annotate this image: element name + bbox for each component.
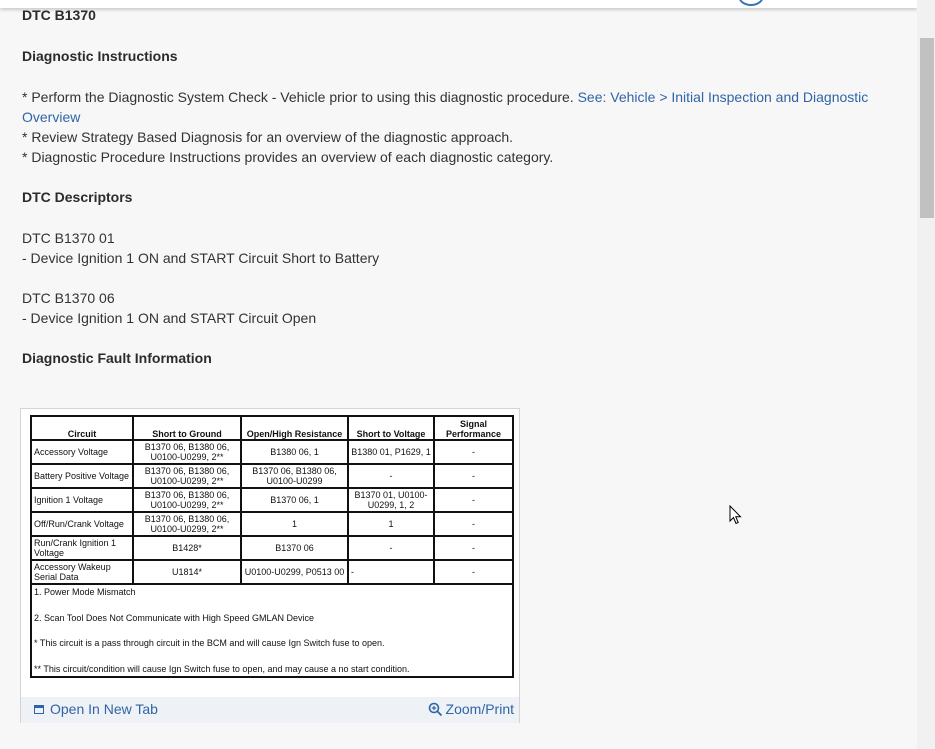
table-row [31,440,513,464]
table-cell: - [434,464,513,488]
vehicle-inspection-link[interactable]: See: Vehicle > Initial Inspection and Diagnostic [577,89,869,105]
table-cell: Off/Run/Crank Voltage [31,512,133,536]
table-cell: B1380 06, 1 [241,440,348,464]
header-signal-performance: Signal Performance [434,416,513,440]
note-double-asterisk: ** This circuit/condition will cause Ign Switch fuse to open, and may cause a no start condition. [34,663,410,674]
dtc-01-code: DTC B1370 01 [22,230,115,246]
table-cell: B1370 06, B1380 06, U0100-U0299, 2** [133,464,241,488]
table-cell: B1370 06, 1 [241,488,348,512]
open-in-new-tab-label: Open In New Tab [50,701,158,717]
table-cell: Ignition 1 Voltage [31,488,133,512]
table-row [31,488,513,512]
dtc-06-code: DTC B1370 06 [22,290,115,306]
table-cell: - [434,512,513,536]
zoom-print-label: Zoom/Print [445,701,514,717]
mouse-cursor-icon [729,505,743,525]
zoom-print-button[interactable] [428,701,514,717]
fault-info-heading: Diagnostic Fault Information [22,350,212,366]
table-cell: B1370 06, B1380 06, U0100-U0299 [241,464,348,488]
table-header-row [31,416,513,440]
instructions-heading: Diagnostic Instructions [22,48,178,64]
table-cell: Battery Positive Voltage [31,464,133,488]
table-cell: 1 [348,512,434,536]
table-cell: Accessory Voltage [31,440,133,464]
table-cell: - [434,560,513,584]
table-cell: B1370 06 [241,536,348,560]
table-notes-row [31,584,513,677]
table-cell: U0100-U0299, P0513 00 [241,560,348,584]
note-single-asterisk: * This circuit is a pass through circuit in the BCM and will cause Ign Switch fuse to open. [34,638,385,648]
descriptors-heading: DTC Descriptors [22,189,133,205]
table-cell: B1370 06, B1380 06, U0100-U0299, 2** [133,440,241,464]
table-row [31,536,513,560]
table-cell: B1380 01, P1629, 1 [348,440,434,464]
bullet-strategy: * Review Strategy Based Diagnosis for an overview of the diagnostic approach. [22,129,514,145]
bullet-1-text: * Perform the Diagnostic System Check - Vehicle prior to using this diagnostic procedure. [22,89,578,105]
scrollbar-thumb[interactable] [920,38,934,218]
table-cell: B1370 01, U0100-U0299, 1, 2 [348,488,434,512]
zoom-icon [428,702,443,717]
bullet-diagnostic-check [22,89,868,105]
table-cell: 1 [241,512,348,536]
header-open-high: Open/High Resistance [241,416,348,440]
table-cell: - [434,488,513,512]
open-in-new-tab-button[interactable] [34,701,158,717]
vehicle-inspection-link-cont[interactable]: Overview [22,109,81,125]
top-toolbar-edge [0,0,917,8]
table-cell: B1370 06, B1380 06, U0100-U0299, 2** [133,512,241,536]
bullet-procedure: * Diagnostic Procedure Instructions provides an overview of each diagnostic category. [22,149,554,165]
dtc-06-description: - Device Ignition 1 ON and START Circuit Open [22,310,317,326]
table-cell: B1370 06, B1380 06, U0100-U0299, 2** [133,488,241,512]
header-short-voltage: Short to Voltage [348,416,434,440]
table-cell: - [348,536,434,560]
fault-table [30,415,514,678]
fault-table-figure [20,408,520,723]
dtc-01-description: - Device Ignition 1 ON and START Circuit Short to Battery [22,250,380,266]
table-notes [31,584,513,677]
table-cell: U1814* [133,560,241,584]
header-short-ground: Short to Ground [133,416,241,440]
table-cell: Accessory Wakeup Serial Data [31,560,133,584]
table-cell: - [348,464,434,488]
note-scan-tool: 2. Scan Tool Does Not Communicate with High Speed GMLAN Device [34,612,314,623]
table-cell: - [434,536,513,560]
table-row [31,512,513,536]
figure-footer [21,697,519,723]
header-circuit: Circuit [31,416,133,440]
open-tab-icon [34,705,44,714]
table-cell: - [434,440,513,464]
table-cell: - [348,560,434,584]
table-row [31,464,513,488]
note-power-mode: 1. Power Mode Mismatch [34,587,136,597]
dtc-title: DTC B1370 [22,7,96,23]
table-row [31,560,513,584]
table-cell: B1428* [133,536,241,560]
table-cell: Run/Crank Ignition 1 Voltage [31,536,133,560]
